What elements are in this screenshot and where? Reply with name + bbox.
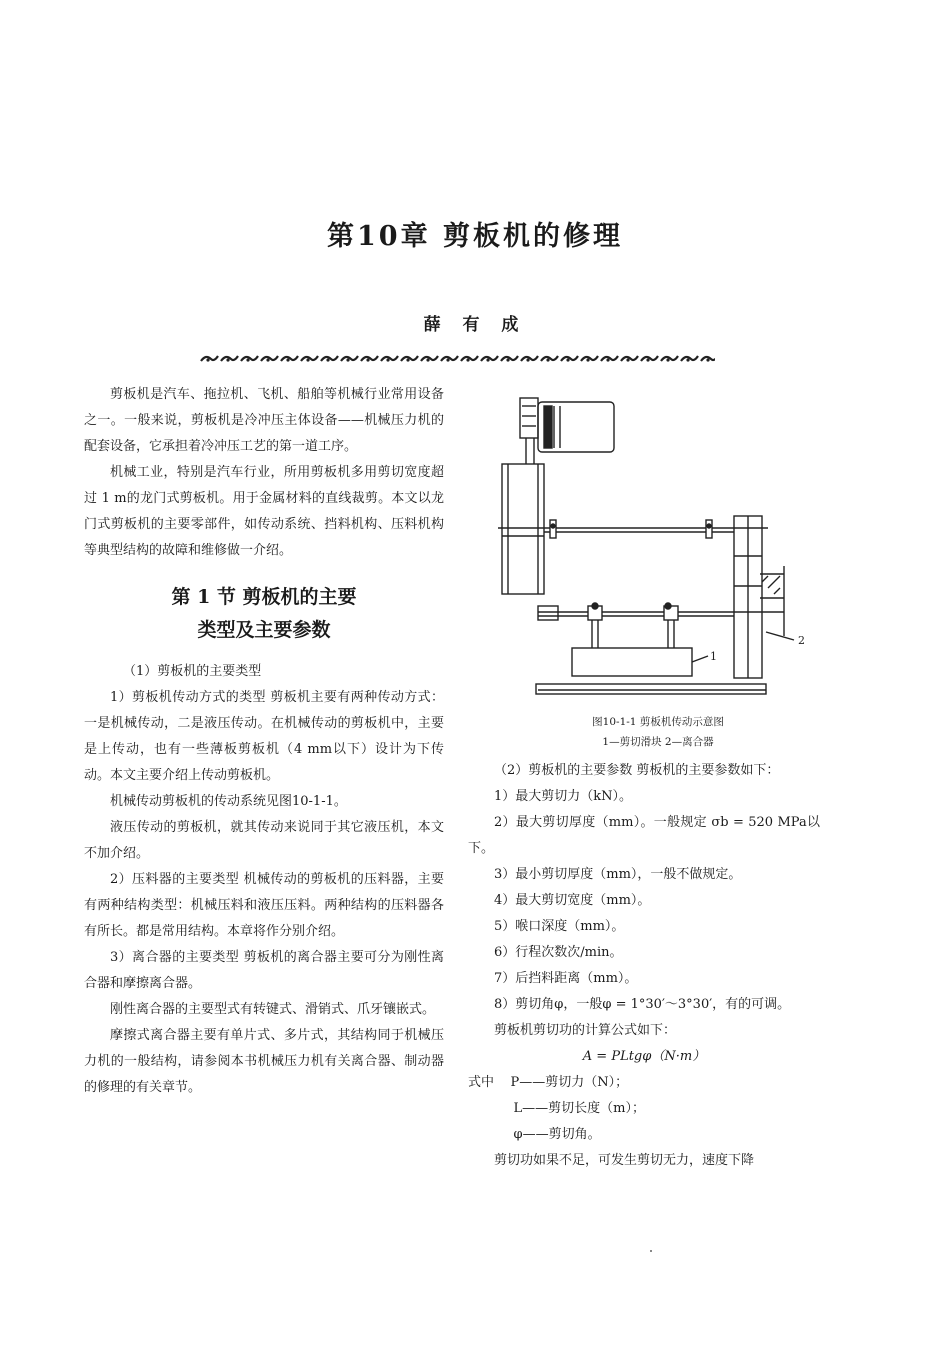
scan-speck [650,1250,652,1252]
variable-p: P——剪切力（N）； [510,1075,629,1090]
paragraph-hold-down: 2）压料器的主要类型 机械传动的剪板机的压料器，主要有两种结构类型：机械压料和液压压料。两种结构的压料器各有所长。都是常用结构。本章将作分别介绍。 [84,872,444,939]
base-plate [536,684,766,694]
work-formula: A = PLtgφ（N·m） [582,1049,706,1064]
subheading-types: （1）剪板机的主要类型 [123,664,262,679]
label-1: 1 [710,650,717,663]
ornament-divider [200,352,715,364]
right-column [468,758,820,1174]
paragraph-clutch: 3）离合器的主要类型 剪板机的离合器主要可分为刚性离合器和摩擦离合器。 [84,950,444,991]
where-label: 式中 [468,1075,495,1090]
paragraph-figure-ref: 机械传动剪板机的传动系统见图10-1-1。 [110,794,347,809]
section-title [84,581,444,647]
formula-intro: 剪板机剪切功的计算公式如下： [494,1023,677,1038]
shear-drive-diagram [498,386,818,706]
param-item: 4）最大剪切宽度（mm）。 [494,893,651,908]
paragraph-friction-clutch: 摩擦式离合器主要有单片式、多片式，其结构同于机械压力机的一般结构，请参阅本书机械压力机有关离合器、制动器的修理的有关章节。 [84,1028,444,1095]
paragraph-hydraulic: 液压传动的剪板机，就其传动来说同于其它液压机，本文不加介绍。 [84,820,444,861]
intro-paragraph-2: 机械工业，特别是汽车行业，所用剪板机多用剪切宽度超过 1 m的龙门式剪板机。用于金属材料的直线裁剪。本文以龙门式剪板机的主要零部件，如传动系统、挡料机构、压料机构等典型结构的故障和维修做一介绍。 [84,465,444,558]
caption-legend: 1—剪切滑块 2—离合器 [602,736,714,748]
chapter-title: 第10章 剪板机的修理 [327,221,623,252]
param-item: 7）后挡料距离（mm）。 [494,971,638,986]
param-item: 6）行程次数次/min。 [494,945,623,960]
left-column [84,382,444,1101]
param-item: 3）最小剪切厚度（mm），一般不做规定。 [494,867,742,882]
label-2: 2 [798,634,805,647]
section-title-line-1: 第 1 节 剪板机的主要 [171,586,357,608]
subheading-parameters: （2）剪板机的主要参数 剪板机的主要参数如下： [494,763,780,778]
figure-caption [498,712,818,752]
where-line [468,1070,820,1096]
motor-pulley [520,398,538,438]
variable-phi-line: φ——剪切角。 [513,1127,601,1142]
shear-slide [572,648,692,676]
paragraph-rigid-clutch: 刚性离合器的主要型式有转键式、滑销式、爪牙镶嵌式。 [110,1002,436,1017]
intro-paragraph-1: 剪板机是汽车、拖拉机、飞机、船舶等机械行业常用设备之一。一般来说，剪板机是冷冲压主体设备——机械压力机的配套设备，它承担着冷冲压工艺的第一道工序。 [84,387,444,454]
paragraph-drive-types: 1）剪板机传动方式的类型 剪板机主要有两种传动方式：一是机械传动，二是液压传动。在机械传动的剪板机中，主要是上传动，也有一些薄板剪板机（4 mm以下）设计为下传动。本文主要介绍上传动剪板机。 [84,690,444,783]
param-item: 1）最大剪切力（kN）。 [494,789,633,804]
param-item: 2）最大剪切厚度（mm）。一般规定 σb = 520 MPa以下。 [468,815,820,856]
caption-title: 图10-1-1 剪板机传动示意图 [592,716,724,728]
section-title-line-2: 类型及主要参数 [197,619,331,641]
variable-l-line: L——剪切长度（m）； [513,1101,645,1116]
param-item: 8）剪切角φ，一般φ = 1°30′～3°30′，有的可调。 [494,997,791,1012]
param-item: 5）喉口深度（mm）。 [494,919,625,934]
closing-line: 剪切功如果不足，可发生剪切无力，速度下降 [494,1153,755,1168]
author: 薛 有 成 [423,315,527,335]
